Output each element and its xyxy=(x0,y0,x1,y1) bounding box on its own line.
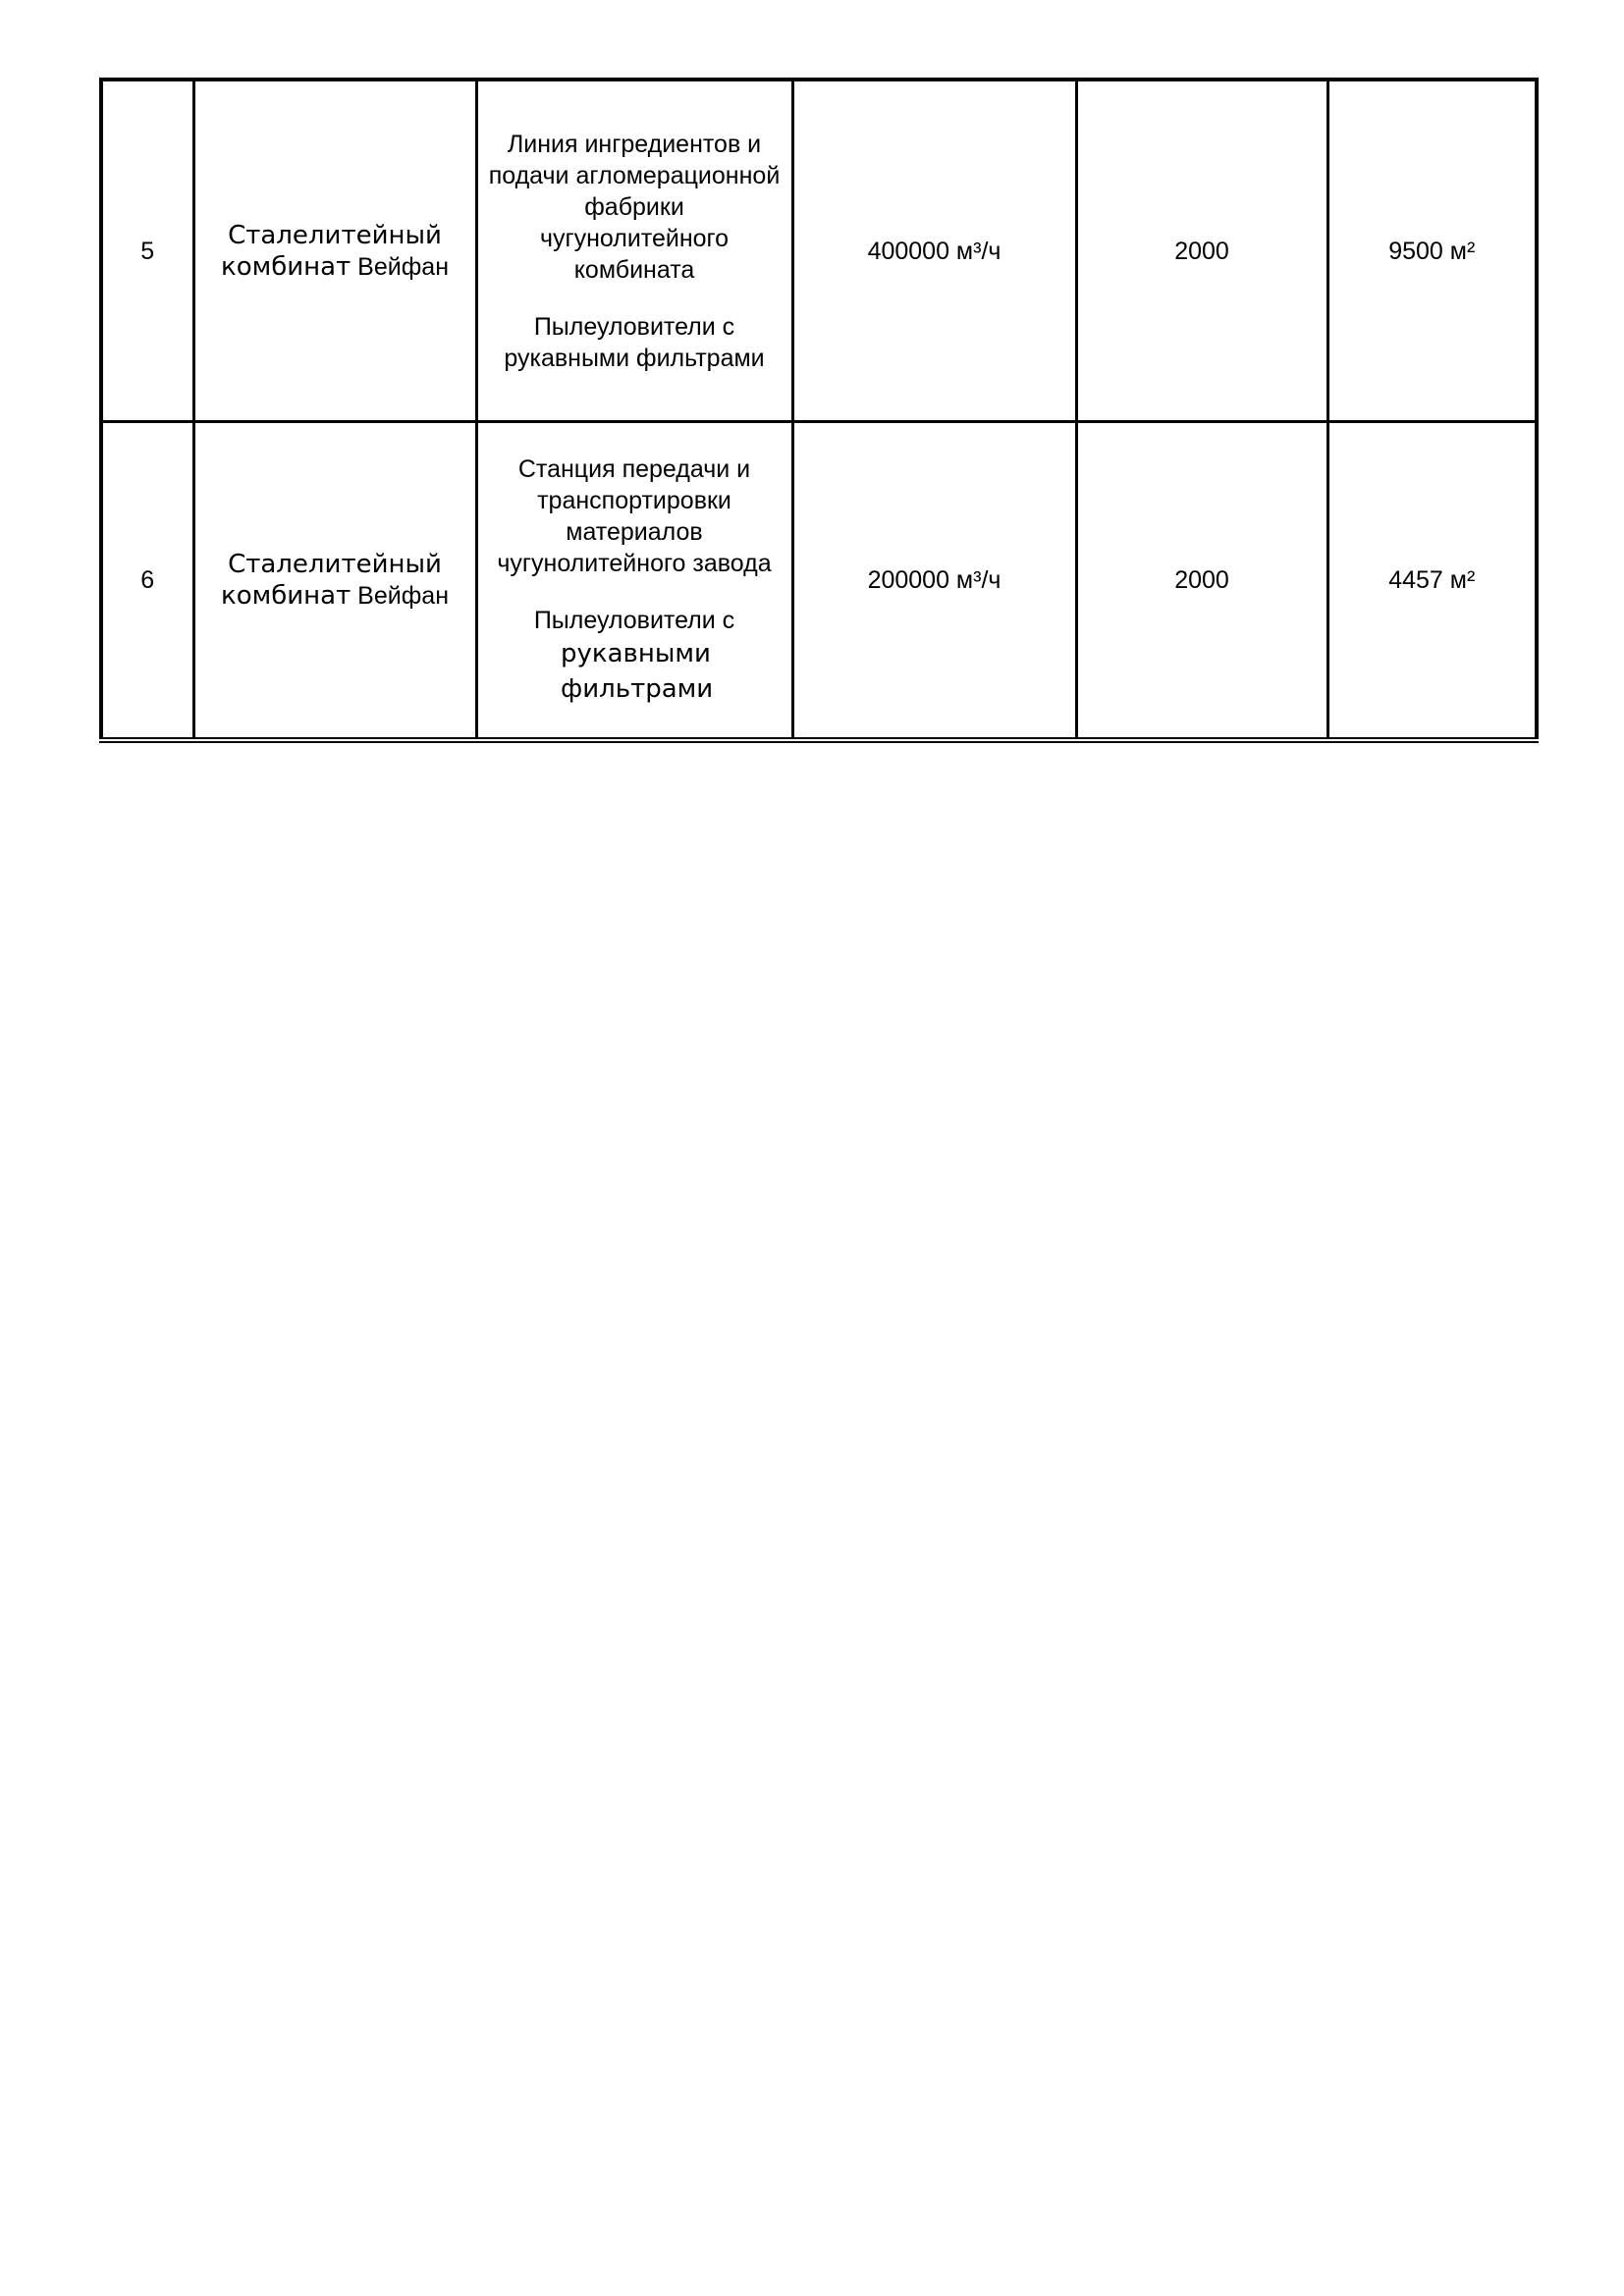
company-cell xyxy=(193,80,476,422)
row-number: 5 xyxy=(101,80,193,422)
year: 2000 xyxy=(1076,80,1327,422)
line-name: Станция передачи и транспортировки материалов чугунолитейного завода xyxy=(497,455,772,577)
company-city: Вейфан xyxy=(357,252,449,281)
flow-rate: 200000 м³/ч xyxy=(792,422,1076,741)
table-row xyxy=(101,80,1537,422)
table-row xyxy=(101,422,1537,741)
filter-area: 9500 м² xyxy=(1327,80,1537,422)
company-name: Сталелитейный комбинат xyxy=(220,550,442,611)
equipment-type-b: рукавными фильтрами xyxy=(561,639,714,704)
year: 2000 xyxy=(1076,422,1327,741)
description-cell xyxy=(476,422,792,741)
equipment-type-a: Пылеуловители с xyxy=(533,607,735,634)
line-name: Линия ингредиентов и подачи агломерационной фабрики чугунолитейного комбината xyxy=(488,130,781,284)
description-cell xyxy=(476,80,792,422)
company-city: Вейфан xyxy=(357,582,449,610)
filter-area: 4457 м² xyxy=(1327,422,1537,741)
equipment-type: Пылеуловители с рукавными фильтрами xyxy=(504,312,765,372)
company-name: Сталелитейный комбинат xyxy=(220,220,442,282)
equipment-type xyxy=(488,605,782,707)
equipment-table xyxy=(99,78,1539,743)
company-cell xyxy=(193,422,476,741)
row-number: 6 xyxy=(101,422,193,741)
flow-rate: 400000 м³/ч xyxy=(792,80,1076,422)
